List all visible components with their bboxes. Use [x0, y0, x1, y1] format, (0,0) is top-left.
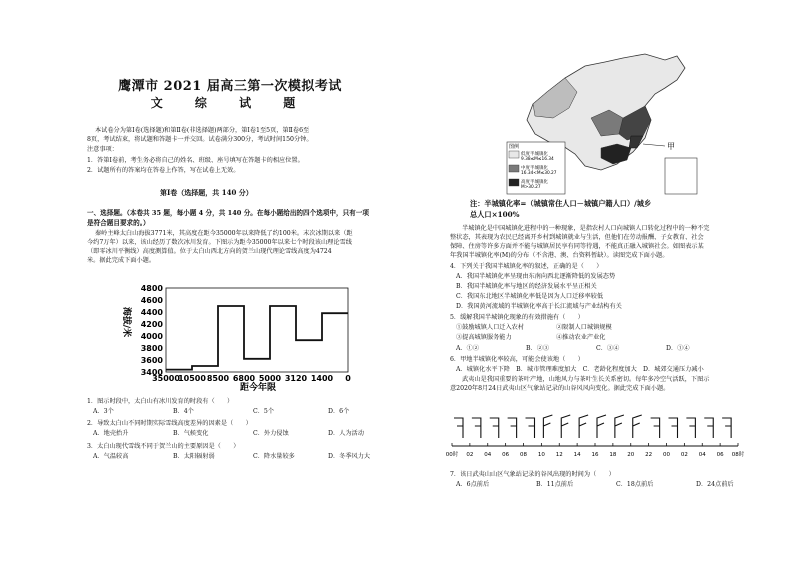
wind-marks: [446, 415, 745, 458]
chart-y-tick-label: 3800: [140, 344, 163, 353]
chart-x-tick-label: 8500: [206, 374, 230, 383]
china-map: [505, 48, 715, 198]
q5-items-row-2: [456, 333, 606, 342]
wind-time-label: 08时: [731, 452, 745, 458]
q2-option-c[interactable]: C．外力侵蚀: [253, 430, 289, 437]
q1-option-b[interactable]: B．4个: [173, 408, 194, 415]
q4-stem: 4．下列关于我国半城镇化率的叙述，正确的是（ ）: [450, 263, 603, 270]
wind-time-label: 02: [680, 452, 688, 458]
q5-option-b[interactable]: B．②③: [526, 345, 550, 352]
chart-y-tick-label: 3400: [140, 368, 163, 377]
wind-time-label: 10: [537, 452, 545, 458]
wind-time-label: 06: [716, 452, 724, 458]
wind-time-label: 20: [627, 452, 635, 458]
chart-y-tick-label: 4600: [140, 296, 163, 305]
wind-barb-symbol: [490, 418, 499, 438]
passage1-line-2: 今约7万年）以来，该山经历了数次冰川发育。下图示为距今35000年以来七个时段该山理论雪线: [87, 239, 352, 246]
map-inset-south-sea: [665, 158, 697, 194]
wind-barb-symbol: [651, 418, 660, 438]
wind-time-label: 16: [591, 452, 599, 458]
passage1-line-4: 米。据此完成下面小题。: [87, 257, 156, 264]
notice-1: 1．答第Ⅰ卷前，考生务必将自己的姓名、班级、座号填写在答题卡的相应位置。: [87, 157, 304, 164]
notice-2: 2．试题所有的答案均在答卷上作答，写在试卷上无效。: [87, 167, 240, 174]
q7-stem: 7．该日武夷山山区气象站记录的谷风出现的时间为（ ）: [450, 471, 615, 478]
q1-stem: 1．图示时段中，太白山有冰川发育的时段有（ ）: [87, 398, 234, 405]
intro-line-2: 8页，考试结束，将试题和答题卡一并交回。试卷满分300分，考试时间150分钟。: [87, 136, 313, 143]
q3-options: [93, 452, 388, 461]
q2-stem: 2．导致太白山不同时期实际雪线高度差异的因素是（ ）: [87, 420, 252, 427]
chart-x-tick-label: 6800: [232, 374, 256, 383]
q1-option-d[interactable]: D．6个: [328, 408, 350, 415]
wind-time-label: 04: [484, 452, 492, 458]
wind-time-label: 12: [555, 452, 563, 458]
map-label-jia: 甲: [667, 142, 675, 151]
q5-items-row-1: [456, 323, 612, 332]
wind-time-label: 00时: [445, 452, 459, 458]
passage2-line-2: 整状态，其表现为农民已经离开乡村到城镇就业与生活，但他们在劳动报酬、子女教育、社会: [450, 234, 704, 241]
q4-option-b[interactable]: B．我国半城镇化率与地区的经济发展水平呈正相关: [456, 283, 597, 290]
q1-options: [93, 407, 388, 416]
chart-x-tick-label: 10500: [178, 374, 206, 383]
exam-subtitle: 文 综 试 题: [150, 96, 310, 110]
legend-mid: 中度半城镇化: [521, 166, 548, 171]
wind-direction-diagram: [445, 412, 750, 467]
q7-option-d[interactable]: D．24点前后: [696, 481, 734, 488]
legend-high-range: M>30.27: [521, 185, 541, 190]
q3-stem: 3．太白山现代雪线不同于贺兰山的主要原因是（ ）: [87, 443, 240, 450]
q5-item-4: ④推动农业产业化: [556, 334, 606, 341]
q5-stem: 5．缓解我国半城镇化现象的有效措施有（ ）: [450, 314, 584, 321]
q7-option-c[interactable]: C．18点前后: [616, 481, 654, 488]
exam-title: 鹰潭市 2021 届高三第一次模拟考试: [118, 79, 342, 94]
chart-y-tick-label: 4800: [140, 284, 163, 293]
q1-option-c[interactable]: C．5个: [253, 408, 275, 415]
chart-xlabel: 距今年限: [239, 383, 277, 393]
wind-barb-symbol: [722, 418, 731, 438]
q5-option-c[interactable]: C．③④: [596, 345, 620, 352]
chart-y-ticks: [141, 284, 164, 377]
wind-time-label: 22: [645, 452, 653, 458]
wind-barb-symbol: [579, 415, 588, 438]
intro-line-1: 本试卷分为第Ⅰ卷(选择题)和第Ⅱ卷(非选择题)两部分，第Ⅰ卷1至5页，第Ⅱ卷6至: [95, 127, 310, 134]
snowline-chart: [108, 282, 358, 392]
wind-barb-symbol: [615, 415, 624, 438]
chart-x-tick-label: 5000: [258, 374, 282, 383]
legend-mid-range: 16.34<M≤30.27: [521, 171, 557, 176]
wind-barb-symbol: [686, 418, 695, 438]
q5-item-2: ②限制人口城镇规模: [556, 324, 612, 331]
notice-title: 注意事项：: [87, 146, 118, 153]
q5-option-a[interactable]: A．①②: [456, 345, 480, 352]
map-note-2: 总人口×100%: [470, 210, 520, 219]
q4-option-c[interactable]: C．我国东北地区半城镇化率低是因为人口迁移率较低: [456, 293, 604, 300]
wind-barb-symbol: [633, 415, 642, 438]
passage2-line-4: 年我国半城镇化率(M)的分布（不含港、澳、台资料暂缺）。读图完成下面小题。: [450, 252, 669, 259]
part1-heading: 第Ⅰ卷（选择题，共 140 分）: [160, 188, 253, 197]
q2-option-a[interactable]: A．地壳抬升: [93, 430, 129, 437]
wind-time-label: 00: [663, 452, 670, 458]
wind-time-label: 04: [698, 452, 706, 458]
chart-series-line: [166, 306, 348, 370]
wind-time-label: 18: [609, 452, 617, 458]
wind-barb-symbol: [669, 418, 678, 438]
chart-y-tick-label: 3600: [140, 356, 163, 365]
chart-x-tick-label: 1400: [310, 374, 334, 383]
q4-option-a[interactable]: A．我国半城镇化率呈现由东南向西北逐渐降低的发展态势: [456, 273, 616, 280]
chart-x-tick-label: 35000: [152, 374, 180, 383]
q5-option-d[interactable]: D．①④: [666, 345, 690, 352]
chart-ylabel: 海拔/米: [121, 306, 131, 338]
chart-y-tick-label: 4000: [140, 332, 163, 341]
wind-barb-symbol: [526, 418, 535, 438]
q3-option-b[interactable]: B．太阳辐射弱: [173, 453, 215, 460]
passage1-line-1: 秦岭主峰太白山海拔3771米，其高度在距今35000年以来降低了约100米。末次冰期以来（距: [95, 230, 353, 237]
legend-low-range: 9.38≤M≤16.34: [521, 157, 554, 162]
passage2-line-3: 保障、住房等许多方面并不能与城镇居民享有同等待遇，不能真正融入城镇社会。如图表示某: [450, 243, 704, 250]
wind-barb-symbol: [543, 415, 552, 438]
section-heading: 一、选择题。（本卷共 35 题，每小题 4 分，共 140 分。在每小题给出的四个选项中，只有一项: [87, 209, 369, 217]
wind-barb-symbol: [472, 418, 481, 438]
legend-low: 低度半城镇化: [521, 152, 548, 157]
passage1-line-3: （即零冰川平衡线）高度测算值。位于太白山西北方向的贺兰山现代理论雪线高度为4724: [87, 248, 332, 255]
legend-high: 高度半城镇化: [521, 180, 548, 185]
wind-time-label: 06: [502, 452, 510, 458]
q4-option-d[interactable]: D．我国黄河流域的半城镇化率高于长江流域与产业结构有关: [456, 303, 622, 310]
chart-y-tick-label: 4200: [140, 320, 163, 329]
wind-time-label: 14: [573, 452, 581, 458]
map-note-1: 注：半城镇化率=（城镇常住人口－城镇户籍人口）/城乡: [470, 199, 652, 208]
q7-option-b[interactable]: B．11点前后: [536, 481, 574, 488]
wind-barb-symbol: [704, 418, 713, 438]
wind-time-label: 02: [466, 452, 474, 458]
passage3-line-2: 意2020年8月24日武夷山区气象站记录的山谷风风向变化。据此完成下面小题。: [450, 385, 670, 392]
q2-option-b[interactable]: B．气候变化: [173, 430, 209, 437]
chart-x-tick-label: 0: [345, 374, 351, 383]
chart-x-ticks: [152, 374, 351, 383]
q3-option-a[interactable]: A．气温较高: [93, 453, 129, 460]
q2-options: [93, 429, 388, 438]
wind-time-label: 08: [520, 452, 527, 458]
q1-option-a[interactable]: A．3个: [93, 408, 114, 415]
q5-options: [456, 344, 726, 353]
q3-option-c[interactable]: C．降水量较多: [253, 453, 295, 460]
section-heading-2: 是符合题目要求的。）: [87, 219, 150, 227]
wind-barb-symbol: [508, 418, 517, 438]
passage2-line-1: 半城镇化是中国城镇化进程中的一种现象，是指农村人口向城镇人口转化过程中的一种不完: [462, 225, 710, 232]
passage3-line-1: 武夷山是我国重要的茶叶产地，山地风力与茶叶生长关系密切。每年多冷空气活跃，下图示: [462, 376, 710, 383]
q5-item-1: ①鼓励城镇人口迁入农村: [456, 324, 525, 331]
q3-option-d[interactable]: D．冬季风力大: [328, 453, 371, 460]
q7-options: [456, 480, 756, 489]
wind-barb-symbol: [597, 415, 606, 438]
q2-option-d[interactable]: D．人为活动: [328, 430, 364, 437]
map-legend-title: 图例: [509, 144, 520, 150]
q7-option-a[interactable]: A．6点前后: [456, 481, 490, 488]
chart-y-tick-label: 4400: [140, 308, 163, 317]
q6-options[interactable]: A．城镇化水平下降 B．城市管理难度加大 C．老龄化程度加大 D．城郊交通压力减小: [456, 366, 704, 373]
chart-x-tick-label: 3120: [284, 374, 308, 383]
wind-barb-symbol: [454, 418, 463, 438]
q6-stem: 6．甲地半城镇化率较高，可能会使该地（ ）: [450, 356, 584, 363]
q5-item-3: ③提高城镇服务能力: [456, 334, 512, 341]
wind-barb-symbol: [561, 415, 570, 438]
